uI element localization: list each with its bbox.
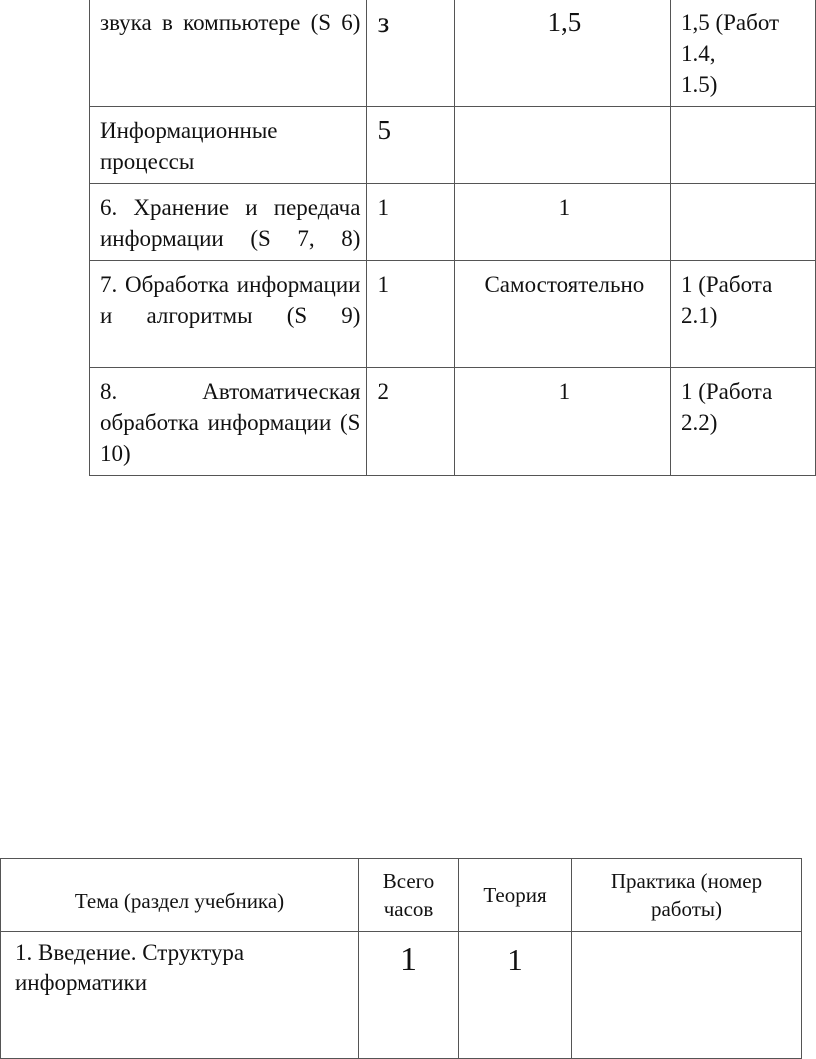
table-row: [90, 0, 816, 107]
total-hours-cell: 1: [359, 932, 459, 1059]
table-row: [90, 368, 816, 476]
practice-cell: 1 (Работа 2.1): [670, 261, 815, 368]
total-hours-cell: 5: [367, 107, 454, 184]
table-row: [1, 932, 802, 1059]
header-topic: Тема (раздел учебника): [1, 859, 359, 932]
theory-cell: Самостоятельно: [454, 261, 670, 368]
total-hours-cell: 1: [367, 184, 454, 261]
theory-cell: 1: [454, 368, 670, 476]
topic-cell: 6. Хранение и передача информации (S 7, 8): [90, 184, 367, 261]
topic-cell: 1. Введение. Структура информатики: [1, 932, 359, 1059]
theory-cell: [454, 107, 670, 184]
topic-cell: Информационные процессы: [90, 107, 367, 184]
header-total-hours: Всего часов: [359, 859, 459, 932]
total-hours-cell: 1: [367, 261, 454, 368]
schedule-table: [0, 858, 802, 1059]
practice-cell: [572, 932, 802, 1059]
theory-cell: 1,5: [454, 0, 670, 107]
practice-cell: [670, 107, 815, 184]
topic-cell: 8. Автоматическая обработка информации (S 10): [90, 368, 367, 476]
total-hours-cell: 2: [367, 368, 454, 476]
table-row: [90, 261, 816, 368]
table-row: [90, 107, 816, 184]
table-row: [90, 184, 816, 261]
practice-cell: 1,5 (Работ 1.4, 1.5): [670, 0, 815, 107]
theory-cell: 1: [454, 184, 670, 261]
practice-cell: 1 (Работа 2.2): [670, 368, 815, 476]
topic-cell: звука в компьютере (S 6): [90, 0, 367, 107]
theory-cell: 1: [459, 932, 572, 1059]
schedule-table-continued: [89, 0, 816, 476]
header-practice: Практика (номер работы): [572, 859, 802, 932]
table-header-row: [1, 859, 802, 932]
total-hours-cell: з: [367, 0, 454, 107]
practice-cell: [670, 184, 815, 261]
topic-cell: 7. Обработка информации и алгоритмы (S 9): [90, 261, 367, 368]
header-theory: Теория: [459, 859, 572, 932]
